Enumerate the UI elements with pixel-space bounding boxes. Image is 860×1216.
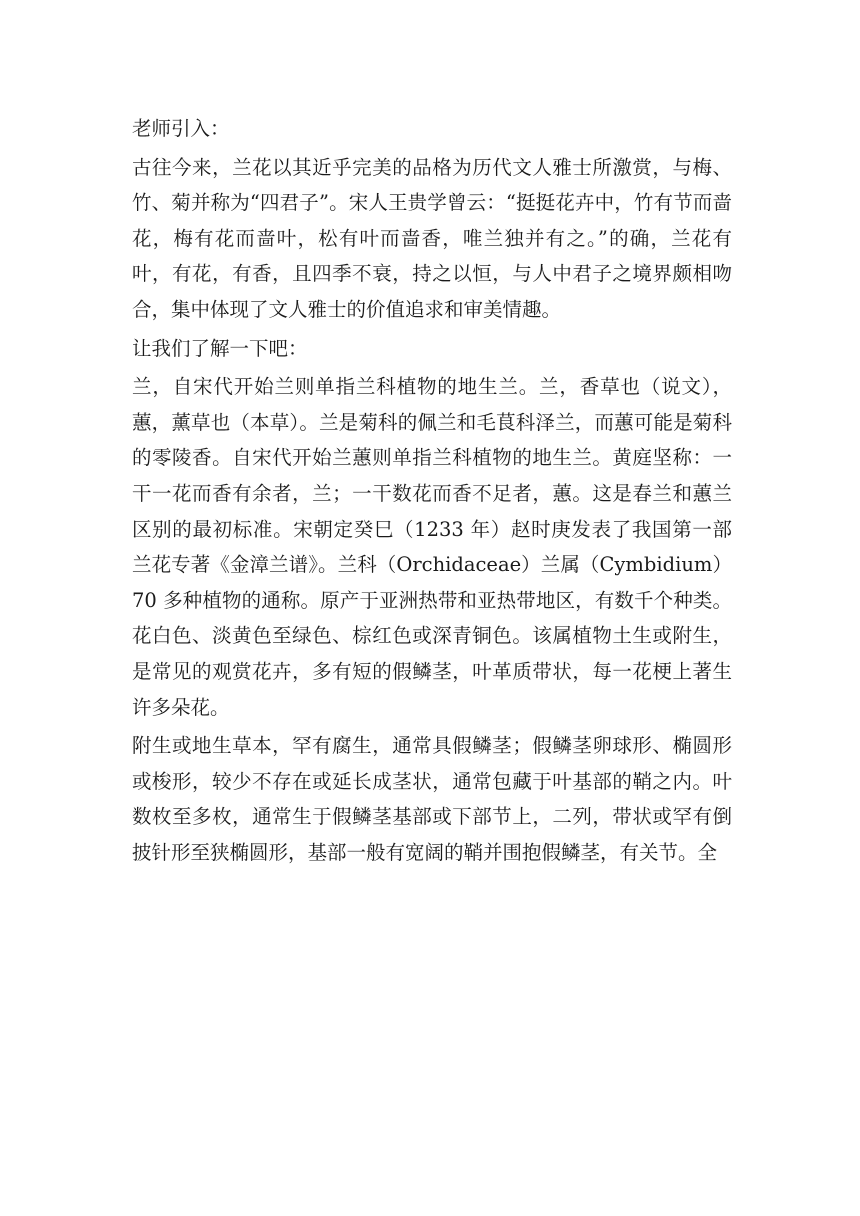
paragraph-transition: 让我们了解一下吧： xyxy=(132,336,308,360)
paragraph-botany: 附生或地生草本，罕有腐生，通常具假鳞茎；假鳞茎卵球形、椭圆形或梭形，较少不存在或延长成茎状，通常包藏于叶基部的鞘之内。叶数枚至多枚，通常生于假鳞茎基部或下部节上，二列，带状或罕有倒披针形至狭椭圆形，基部一般有宽阔的鞘并围抱假鳞茎，有关节。全 xyxy=(132,734,732,864)
section-heading: 老师引入： xyxy=(132,117,230,140)
paragraph-history: 兰，自宋代开始兰则单指兰科植物的地生兰。兰，香草也（说文），蕙，薰草也（本草）。兰是菊科的佩兰和毛茛科泽兰，而蕙可能是菊科的零陵香。自宋代开始兰蕙则单指兰科植物的地生兰。黄庭坚称：一干一花而香有余者，兰；一干数花而香不足者，蕙。这是春兰和蕙兰区别的最初标准。宋朝定癸巳（1233 年）赵时庚发表了我国第一部兰花专著《金漳兰谱》。兰科（Orchidaceae）兰属（Cymbidium）70 多种植物的通称。原产于亚洲热带和亚热带地区，有数千个种类。花白色、淡黄色至绿色、棕红色或深青铜色。该属植物土生或附生，是常见的观赏花卉，多有短的假鳞茎，叶革质带状，每一花梗上著生许多朵花。 xyxy=(132,375,732,719)
document-body xyxy=(132,111,732,873)
paragraph-intro: 古往今来，兰花以其近乎完美的品格为历代文人雅士所激赏，与梅、竹、菊并称为“四君子”。宋人王贵学曾云：“挺挺花卉中，竹有节而啬花，梅有花而啬叶，松有叶而啬香，唯兰独并有之。”的确，兰花有叶，有花，有香，且四季不衰，持之以恒，与人中君子之境界颇相吻合，集中体现了文人雅士的价值追求和审美情趣。 xyxy=(132,155,732,321)
